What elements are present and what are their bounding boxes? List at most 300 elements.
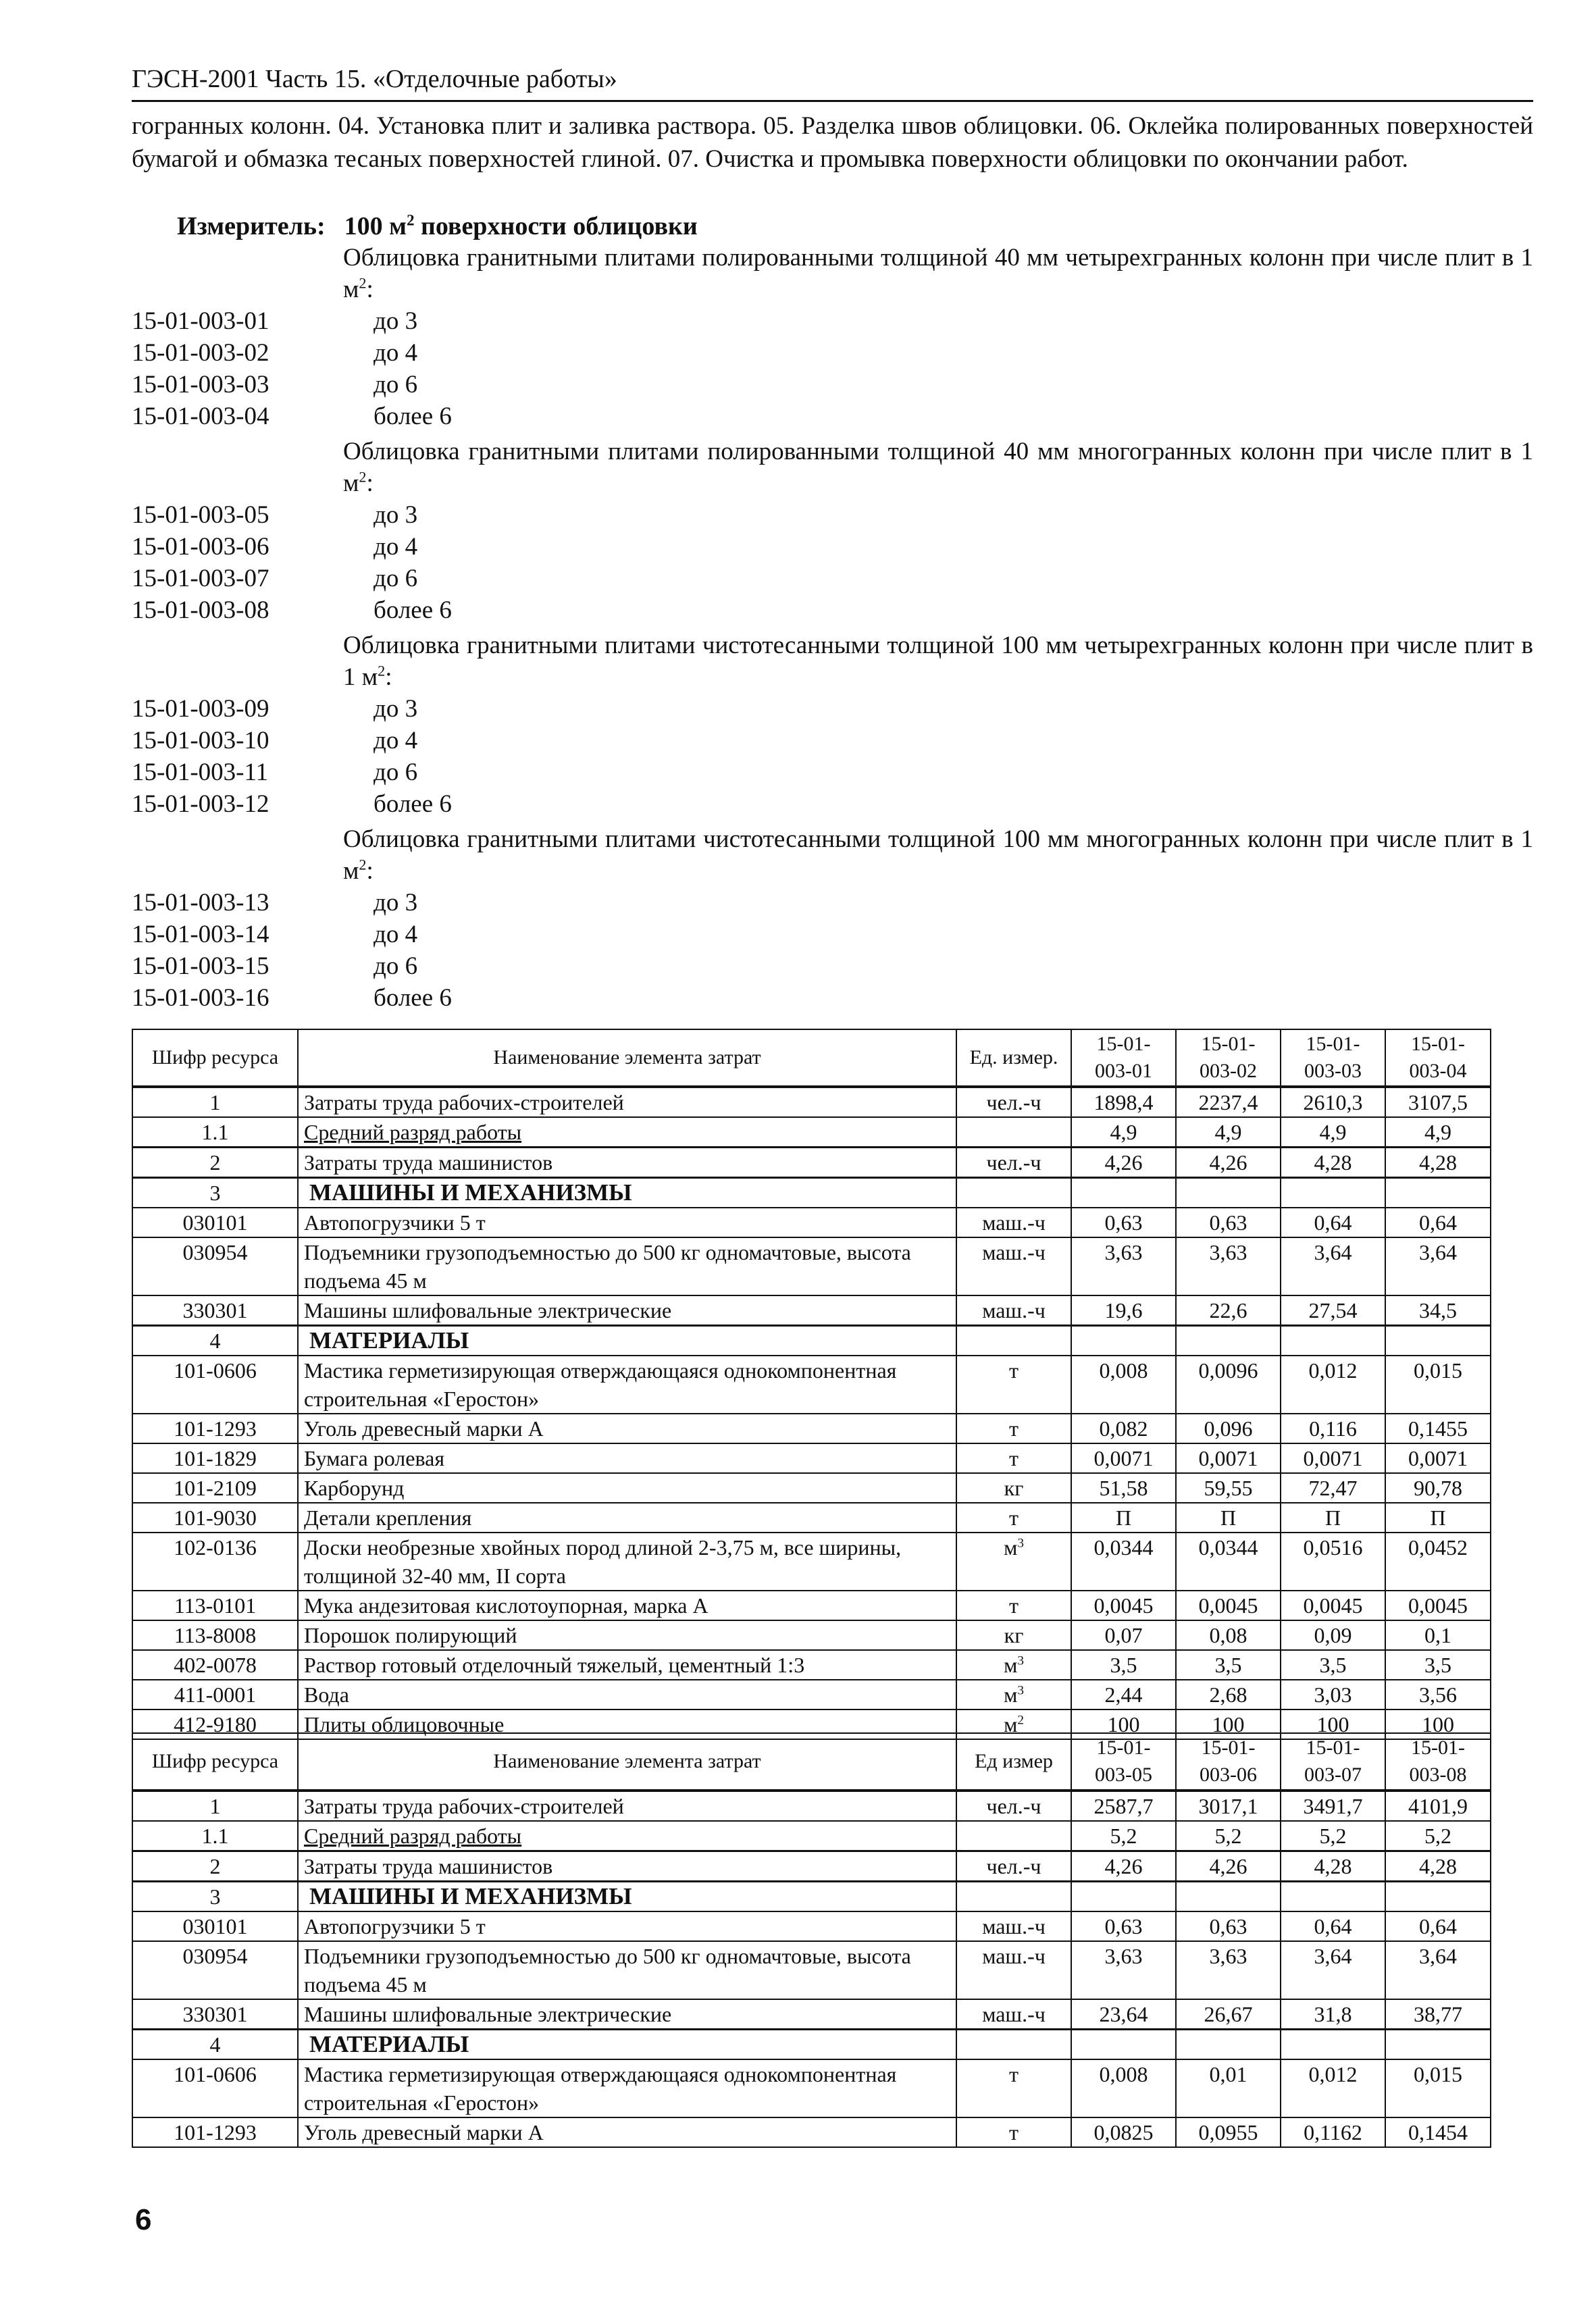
resource-code: 3 xyxy=(132,1882,298,1912)
cost-element-name: Плиты облицовочные xyxy=(298,1709,956,1739)
norm-value: 100 xyxy=(1176,1709,1281,1739)
norm-value: 0,0344 xyxy=(1071,1533,1176,1591)
norm-value: 4,26 xyxy=(1071,1148,1176,1178)
cost-element-name: Доски необрезные хвойных пород длиной 2-3,75 м, все ширины, толщиной 32-40 мм, II сорта xyxy=(298,1533,956,1591)
norm-value: 0,0452 xyxy=(1385,1533,1491,1591)
norm-value xyxy=(1176,1326,1281,1356)
header-unit: Ед. измер. xyxy=(956,1029,1071,1087)
norm-value: 4,26 xyxy=(1071,1851,1176,1882)
norm-code: 15-01-003-16 xyxy=(132,984,269,1012)
table-row xyxy=(132,1326,1491,1356)
table-row xyxy=(132,1087,1491,1117)
norm-value: 0,0096 xyxy=(1176,1356,1281,1414)
norm-value: 3,63 xyxy=(1071,1237,1176,1295)
norm-value xyxy=(1176,1178,1281,1208)
cost-element-name: Мука андезитовая кислотоупорная, марка А xyxy=(298,1591,956,1620)
norm-value: 0,63 xyxy=(1176,1911,1281,1941)
unit: маш.-ч xyxy=(956,1208,1071,1237)
resource-code: 1 xyxy=(132,1791,298,1821)
cost-element-name: Затраты труда рабочих-строителей xyxy=(298,1087,956,1117)
norm-value: 0,0825 xyxy=(1071,2117,1176,2147)
table-row xyxy=(132,1851,1491,1882)
cost-element-name: Уголь древесный марки А xyxy=(298,1414,956,1443)
table-row xyxy=(132,1911,1491,1941)
unit: т xyxy=(956,1356,1071,1414)
section-title: МАШИНЫ И МЕХАНИЗМЫ xyxy=(298,1882,956,1912)
resource-code: 101-0606 xyxy=(132,2059,298,2117)
norm-value: 4,28 xyxy=(1281,1851,1385,1882)
table-header-row xyxy=(132,1029,1491,1087)
norm-value: 5,2 xyxy=(1071,1821,1176,1851)
norm-value: 2,44 xyxy=(1071,1680,1176,1709)
cost-table-2 xyxy=(132,1732,1491,2148)
unit xyxy=(956,1178,1071,1208)
norm-value: 2237,4 xyxy=(1176,1087,1281,1117)
norm-value: 3,63 xyxy=(1176,1237,1281,1295)
norm-value: 0,1454 xyxy=(1385,2117,1491,2147)
norm-value: 5,2 xyxy=(1385,1821,1491,1851)
table-row xyxy=(132,1208,1491,1237)
norm-value: 3,56 xyxy=(1385,1680,1491,1709)
header-norm-code: 15-01- 003-03 xyxy=(1281,1029,1385,1087)
cost-element-name: Затраты труда машинистов xyxy=(298,1851,956,1882)
page-header: ГЭСН-2001 Часть 15. «Отделочные работы» xyxy=(132,65,617,93)
norm-code-row xyxy=(132,887,1533,919)
table-row xyxy=(132,1414,1491,1443)
resource-code: 1.1 xyxy=(132,1117,298,1148)
norm-code: 15-01-003-07 xyxy=(132,565,269,592)
unit: чел.-ч xyxy=(956,1087,1071,1117)
norm-code: 15-01-003-12 xyxy=(132,790,269,818)
norm-limit: до 4 xyxy=(374,533,418,561)
norm-value: 0,008 xyxy=(1071,1356,1176,1414)
norm-value: 4,9 xyxy=(1385,1117,1491,1148)
norm-value: 34,5 xyxy=(1385,1295,1491,1326)
norm-value: 3,5 xyxy=(1385,1650,1491,1680)
norm-value xyxy=(1385,2030,1491,2060)
norm-value: 3,5 xyxy=(1281,1650,1385,1680)
table-row xyxy=(132,1237,1491,1295)
unit: маш.-ч xyxy=(956,1237,1071,1295)
header-cost-element: Наименование элемента затрат xyxy=(298,1029,956,1087)
resource-code: 411-0001 xyxy=(132,1680,298,1709)
norm-value: 3,64 xyxy=(1385,1237,1491,1295)
norm-value xyxy=(1281,1178,1385,1208)
cost-element-name: Раствор готовый отделочный тяжелый, цементный 1:3 xyxy=(298,1650,956,1680)
norm-value: 0,64 xyxy=(1281,1208,1385,1237)
resource-code: 1.1 xyxy=(132,1821,298,1851)
norm-value: 3,5 xyxy=(1176,1650,1281,1680)
cost-element-name: Машины шлифовальные электрические xyxy=(298,1295,956,1326)
norm-code-row xyxy=(132,337,1533,369)
unit: кг xyxy=(956,1620,1071,1650)
norm-value xyxy=(1071,1178,1176,1208)
norm-value: 0,0344 xyxy=(1176,1533,1281,1591)
table-row xyxy=(132,1941,1491,1999)
norm-value: 4,9 xyxy=(1176,1117,1281,1148)
table-row xyxy=(132,1620,1491,1650)
norm-code: 15-01-003-09 xyxy=(132,695,269,723)
norm-code-row xyxy=(132,401,1533,432)
norm-value: 3,64 xyxy=(1281,1941,1385,1999)
norm-value: 72,47 xyxy=(1281,1473,1385,1503)
norm-code: 15-01-003-10 xyxy=(132,727,269,754)
group-description: Облицовка гранитными плитами чистотесанными толщиной 100 мм четырехгранных колонн при числе плит в 1 $м^2$: xyxy=(343,632,1533,691)
unit: чел.-ч xyxy=(956,1148,1071,1178)
header-norm-code: 15-01- 003-08 xyxy=(1385,1733,1491,1791)
resource-code: 330301 xyxy=(132,1295,298,1326)
resource-code: 412-9180 xyxy=(132,1709,298,1739)
table-row xyxy=(132,1882,1491,1912)
resource-code: 402-0078 xyxy=(132,1650,298,1680)
norm-code: 15-01-003-03 xyxy=(132,371,269,398)
cost-table-1 xyxy=(132,1029,1491,1740)
group-description: Облицовка гранитными плитами полированными толщиной 40 мм четырехгранных колонн при числе плит в 1 $м^2$: xyxy=(343,244,1533,303)
table-row xyxy=(132,1356,1491,1414)
resource-code: 330301 xyxy=(132,1999,298,2030)
header-norm-code: 15-01- 003-01 xyxy=(1071,1029,1176,1087)
unit: $м^2$ xyxy=(956,1709,1071,1739)
norm-value: П xyxy=(1071,1503,1176,1533)
norm-code-row xyxy=(132,950,1533,982)
cost-element-name: Средний разряд работы xyxy=(298,1117,956,1148)
table-row xyxy=(132,1999,1491,2030)
norm-value: 100 xyxy=(1385,1709,1491,1739)
unit: $м^3$ xyxy=(956,1680,1071,1709)
norm-value: 3,63 xyxy=(1071,1941,1176,1999)
table-row xyxy=(132,2117,1491,2147)
norm-value: 3017,1 xyxy=(1176,1791,1281,1821)
unit: чел.-ч xyxy=(956,1851,1071,1882)
norm-limit: до 6 xyxy=(374,565,418,592)
norm-limit: до 6 xyxy=(374,371,418,398)
norm-value: 0,096 xyxy=(1176,1414,1281,1443)
norm-value xyxy=(1385,1326,1491,1356)
norm-code-row xyxy=(132,563,1533,594)
norm-code-row xyxy=(132,756,1533,788)
norm-value: 3107,5 xyxy=(1385,1087,1491,1117)
norm-value: 0,0045 xyxy=(1176,1591,1281,1620)
norm-value: 2587,7 xyxy=(1071,1791,1176,1821)
norm-value: 0,015 xyxy=(1385,2059,1491,2117)
norm-value: 0,63 xyxy=(1071,1911,1176,1941)
norm-value: 0,1162 xyxy=(1281,2117,1385,2147)
norm-value xyxy=(1176,1882,1281,1912)
norm-value: 0,1 xyxy=(1385,1620,1491,1650)
norm-value: 100 xyxy=(1281,1709,1385,1739)
norm-value: 0,63 xyxy=(1071,1208,1176,1237)
resource-code: 030101 xyxy=(132,1208,298,1237)
norm-value: 2610,3 xyxy=(1281,1087,1385,1117)
resource-code: 030101 xyxy=(132,1911,298,1941)
resource-code: 101-1293 xyxy=(132,1414,298,1443)
table-header-row xyxy=(132,1733,1491,1791)
unit: т xyxy=(956,1443,1071,1473)
unit xyxy=(956,1326,1071,1356)
norm-code: 15-01-003-01 xyxy=(132,307,269,335)
section-title: МАТЕРИАЛЫ xyxy=(298,1326,956,1356)
norm-value xyxy=(1176,2030,1281,2060)
norm-value: 0,008 xyxy=(1071,2059,1176,2117)
header-norm-code: 15-01- 003-02 xyxy=(1176,1029,1281,1087)
unit: т xyxy=(956,2059,1071,2117)
unit: чел.-ч xyxy=(956,1791,1071,1821)
norm-value: 0,0045 xyxy=(1071,1591,1176,1620)
norm-code-row xyxy=(132,499,1533,531)
resource-code: 113-8008 xyxy=(132,1620,298,1650)
unit: маш.-ч xyxy=(956,1911,1071,1941)
norm-value: 0,0071 xyxy=(1176,1443,1281,1473)
norm-value xyxy=(1071,1882,1176,1912)
norm-code-row xyxy=(132,369,1533,401)
table-row xyxy=(132,1178,1491,1208)
norm-value: 4,28 xyxy=(1385,1851,1491,1882)
norm-value: 4,28 xyxy=(1281,1148,1385,1178)
norm-value: П xyxy=(1385,1503,1491,1533)
norm-value: 0,63 xyxy=(1176,1208,1281,1237)
section-title: МАТЕРИАЛЫ xyxy=(298,2030,956,2060)
norm-value: 2,68 xyxy=(1176,1680,1281,1709)
norm-code-row xyxy=(132,919,1533,950)
unit: т xyxy=(956,2117,1071,2147)
norm-value: 5,2 xyxy=(1176,1821,1281,1851)
table-row xyxy=(132,1650,1491,1680)
resource-code: 101-2109 xyxy=(132,1473,298,1503)
norm-limit: более 6 xyxy=(374,403,452,430)
norm-value: 26,67 xyxy=(1176,1999,1281,2030)
norm-code: 15-01-003-08 xyxy=(132,596,269,624)
header-cost-element: Наименование элемента затрат xyxy=(298,1733,956,1791)
norm-code-row xyxy=(132,531,1533,563)
norm-code-row xyxy=(132,982,1533,1014)
table-row xyxy=(132,2059,1491,2117)
norm-value: П xyxy=(1281,1503,1385,1533)
norm-value: 0,64 xyxy=(1385,1208,1491,1237)
norm-limit: до 4 xyxy=(374,727,418,754)
norm-value: 4,9 xyxy=(1281,1117,1385,1148)
norm-value: 0,0071 xyxy=(1281,1443,1385,1473)
cost-element-name: Затраты труда рабочих-строителей xyxy=(298,1791,956,1821)
table-row xyxy=(132,1148,1491,1178)
meter-label: Измеритель: xyxy=(177,212,326,240)
header-unit: Ед измер xyxy=(956,1733,1071,1791)
meter-line xyxy=(177,211,698,242)
table-row xyxy=(132,1591,1491,1620)
unit: $м^3$ xyxy=(956,1533,1071,1591)
header-norm-code: 15-01- 003-05 xyxy=(1071,1733,1176,1791)
group-description: Облицовка гранитными плитами полированными толщиной 40 мм многогранных колонн при числе плит в 1 $м^2$: xyxy=(343,438,1533,497)
norm-value: 0,08 xyxy=(1176,1620,1281,1650)
norm-value: 38,77 xyxy=(1385,1999,1491,2030)
norm-value: 0,1455 xyxy=(1385,1414,1491,1443)
cost-element-name: Уголь древесный марки А xyxy=(298,2117,956,2147)
norm-value: 0,01 xyxy=(1176,2059,1281,2117)
meter-value: 100 $м^2$ поверхности облицовки xyxy=(344,211,698,240)
norm-value: 0,0955 xyxy=(1176,2117,1281,2147)
table-row xyxy=(132,2030,1491,2060)
resource-code: 2 xyxy=(132,1148,298,1178)
cost-element-name: Мастика герметизирующая отверждающаяся однокомпонентная строительная «Гepoстон» xyxy=(298,1356,956,1414)
norm-code: 15-01-003-02 xyxy=(132,339,269,367)
norm-value: 3,5 xyxy=(1071,1650,1176,1680)
norm-limit: до 4 xyxy=(374,921,418,948)
norm-value: 0,09 xyxy=(1281,1620,1385,1650)
unit: $м^3$ xyxy=(956,1650,1071,1680)
norm-code-row xyxy=(132,693,1533,725)
unit: т xyxy=(956,1503,1071,1533)
table-row xyxy=(132,1443,1491,1473)
resource-code: 3 xyxy=(132,1178,298,1208)
unit xyxy=(956,1821,1071,1851)
cost-element-name: Автопогрузчики 5 т xyxy=(298,1911,956,1941)
norm-limit: до 3 xyxy=(374,889,418,917)
cost-element-name: Карборунд xyxy=(298,1473,956,1503)
header-resource-code: Шифр ресурса xyxy=(132,1029,298,1087)
norm-limit: более 6 xyxy=(374,984,452,1012)
norm-code: 15-01-003-06 xyxy=(132,533,269,561)
norm-value: 3491,7 xyxy=(1281,1791,1385,1821)
resource-code: 030954 xyxy=(132,1941,298,1999)
norm-code: 15-01-003-13 xyxy=(132,889,269,917)
norm-value xyxy=(1281,1326,1385,1356)
norm-value: 4101,9 xyxy=(1385,1791,1491,1821)
cost-element-name: Средний разряд работы xyxy=(298,1821,956,1851)
norm-code: 15-01-003-14 xyxy=(132,921,269,948)
norm-value: 0,64 xyxy=(1281,1911,1385,1941)
norm-value: 23,64 xyxy=(1071,1999,1176,2030)
cost-element-name: Машины шлифовальные электрические xyxy=(298,1999,956,2030)
table-row xyxy=(132,1680,1491,1709)
unit xyxy=(956,2030,1071,2060)
norm-value: 51,58 xyxy=(1071,1473,1176,1503)
norm-value: 0,012 xyxy=(1281,2059,1385,2117)
norm-value: 0,0045 xyxy=(1281,1591,1385,1620)
norm-value: 4,28 xyxy=(1385,1148,1491,1178)
resource-code: 101-9030 xyxy=(132,1503,298,1533)
norm-limit: более 6 xyxy=(374,790,452,818)
cost-element-name: Подъемники грузоподъемностью до 500 кг одномачтовые, высота подъема 45 м xyxy=(298,1237,956,1295)
intro-paragraph: гогранных колонн. 04. Установка плит и заливка раствора. 05. Разделка швов облицовки. 06. Оклейка полированных поверхностей бумагой и обмазка тесаных поверхностей глиной. 07. Очистка и промывка поверхности облицовки по окончании работ. xyxy=(132,112,1533,173)
resource-code: 2 xyxy=(132,1851,298,1882)
norm-code: 15-01-003-15 xyxy=(132,952,269,980)
unit xyxy=(956,1117,1071,1148)
header-norm-code: 15-01- 003-04 xyxy=(1385,1029,1491,1087)
table-row xyxy=(132,1473,1491,1503)
norm-limit: до 4 xyxy=(374,339,418,367)
norm-value: 4,26 xyxy=(1176,1851,1281,1882)
norm-value: 90,78 xyxy=(1385,1473,1491,1503)
unit: маш.-ч xyxy=(956,1999,1071,2030)
norm-value: 0,012 xyxy=(1281,1356,1385,1414)
norm-value xyxy=(1281,1882,1385,1912)
norm-value: 5,2 xyxy=(1281,1821,1385,1851)
table-row xyxy=(132,1791,1491,1821)
table-row xyxy=(132,1533,1491,1591)
resource-code: 030954 xyxy=(132,1237,298,1295)
norm-code-row xyxy=(132,305,1533,337)
unit: маш.-ч xyxy=(956,1295,1071,1326)
norm-value: 3,64 xyxy=(1385,1941,1491,1999)
cost-element-name: Вода xyxy=(298,1680,956,1709)
unit: маш.-ч xyxy=(956,1941,1071,1999)
norm-value: 59,55 xyxy=(1176,1473,1281,1503)
group-description: Облицовка гранитными плитами чистотесанными толщиной 100 мм многогранных колонн при числе плит в 1 $м^2$: xyxy=(343,825,1533,885)
norm-value: 22,6 xyxy=(1176,1295,1281,1326)
norm-code-row xyxy=(132,788,1533,820)
norm-value xyxy=(1281,2030,1385,2060)
norm-code: 15-01-003-04 xyxy=(132,403,269,430)
norm-value: 4,9 xyxy=(1071,1117,1176,1148)
resource-code: 101-1293 xyxy=(132,2117,298,2147)
norm-value: 31,8 xyxy=(1281,1999,1385,2030)
norm-value xyxy=(1385,1178,1491,1208)
cost-element-name: Мастика герметизирующая отверждающаяся однокомпонентная строительная «Гepoстон» xyxy=(298,2059,956,2117)
cost-element-name: Детали крепления xyxy=(298,1503,956,1533)
resource-code: 101-0606 xyxy=(132,1356,298,1414)
unit: кг xyxy=(956,1473,1071,1503)
header-norm-code: 15-01- 003-06 xyxy=(1176,1733,1281,1791)
norm-value: 3,03 xyxy=(1281,1680,1385,1709)
norm-value: 0,07 xyxy=(1071,1620,1176,1650)
cost-element-name: Бумага ролевая xyxy=(298,1443,956,1473)
norm-value xyxy=(1071,2030,1176,2060)
cost-element-name: Подъемники грузоподъемностью до 500 кг одномачтовые, высота подъема 45 м xyxy=(298,1941,956,1999)
table-row xyxy=(132,1821,1491,1851)
norm-code-row xyxy=(132,725,1533,756)
unit xyxy=(956,1882,1071,1912)
norm-value: 0,0045 xyxy=(1385,1591,1491,1620)
table-row xyxy=(132,1117,1491,1148)
norm-value xyxy=(1071,1326,1176,1356)
norm-code: 15-01-003-11 xyxy=(132,759,269,786)
norm-limit: до 6 xyxy=(374,759,418,786)
norm-limit: до 3 xyxy=(374,307,418,335)
norm-code-row xyxy=(132,594,1533,626)
cost-element-name: Автопогрузчики 5 т xyxy=(298,1208,956,1237)
norm-value: 0,015 xyxy=(1385,1356,1491,1414)
norm-value: 3,63 xyxy=(1176,1941,1281,1999)
cost-element-name: Порошок полирующий xyxy=(298,1620,956,1650)
resource-code: 101-1829 xyxy=(132,1443,298,1473)
norm-value: 1898,4 xyxy=(1071,1087,1176,1117)
header-norm-code: 15-01- 003-07 xyxy=(1281,1733,1385,1791)
section-title: МАШИНЫ И МЕХАНИЗМЫ xyxy=(298,1178,956,1208)
unit: т xyxy=(956,1591,1071,1620)
norm-value: 19,6 xyxy=(1071,1295,1176,1326)
table-row xyxy=(132,1503,1491,1533)
norm-value: 0,0071 xyxy=(1385,1443,1491,1473)
norm-value: 3,64 xyxy=(1281,1237,1385,1295)
resource-code: 4 xyxy=(132,1326,298,1356)
resource-code: 4 xyxy=(132,2030,298,2060)
norm-limit: более 6 xyxy=(374,596,452,624)
page-number: 6 xyxy=(135,2203,152,2236)
norm-value: П xyxy=(1176,1503,1281,1533)
resource-code: 1 xyxy=(132,1087,298,1117)
norm-code: 15-01-003-05 xyxy=(132,501,269,529)
header-resource-code: Шифр ресурса xyxy=(132,1733,298,1791)
norm-value: 4,26 xyxy=(1176,1148,1281,1178)
norm-value: 0,64 xyxy=(1385,1911,1491,1941)
resource-code: 102-0136 xyxy=(132,1533,298,1591)
unit: т xyxy=(956,1414,1071,1443)
norm-limit: до 3 xyxy=(374,695,418,723)
header-rule xyxy=(132,100,1533,102)
norm-value xyxy=(1385,1882,1491,1912)
cost-element-name: Затраты труда машинистов xyxy=(298,1148,956,1178)
norm-value: 0,082 xyxy=(1071,1414,1176,1443)
norm-value: 100 xyxy=(1071,1709,1176,1739)
